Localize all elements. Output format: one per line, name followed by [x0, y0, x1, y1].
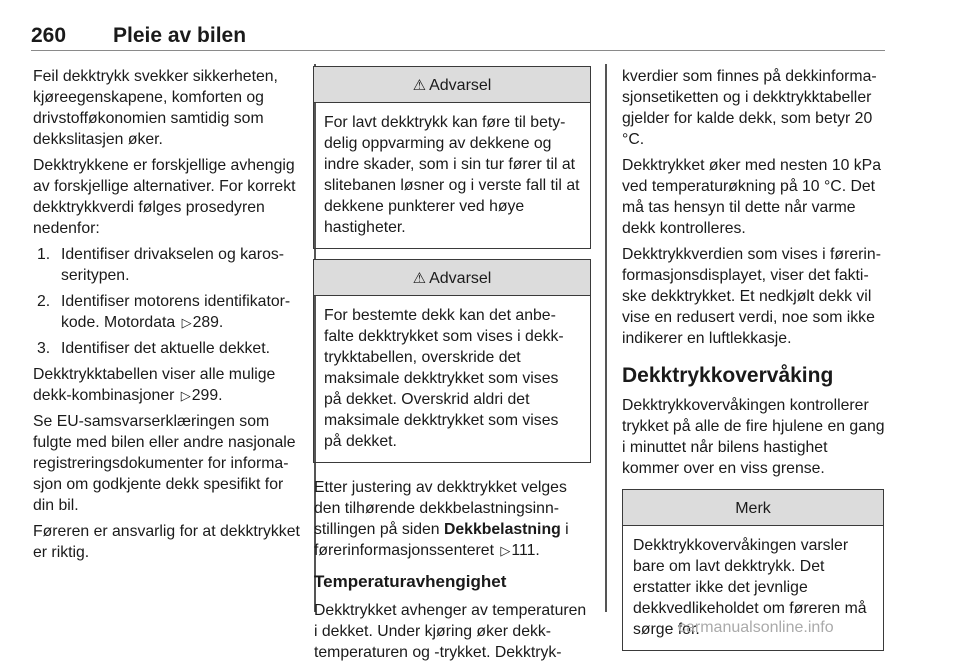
warning-body: For lavt dekktrykk kan føre til betydelig oppvarming av dekkene og indre skader, som i sin tur fører til at slitebanen løsner og i verste fall til at dekkene punkterer ved høye hastigheter. — [324, 114, 580, 236]
paragraph: Dekktrykkene er forskjellige avhengig av forskjellige alternativer. For korrekt dekktrykkverdi følges prosedyren nedenfor: — [33, 157, 296, 237]
column-divider — [605, 64, 607, 612]
paragraph: Føreren er ansvarlig for at dekktrykket er riktig. — [33, 523, 300, 561]
menu-name: Dekkbelastning — [443, 521, 561, 538]
page-title: Pleie av bilen — [113, 24, 247, 47]
page-ref[interactable]: 299. — [191, 387, 223, 404]
section-heading: Dekktrykkovervåking — [622, 364, 834, 387]
paragraph: kverdier som finnes på dekkinformasjonsetiketten og i dekktrykktabeller gjelder for kalde dekk, som betyr 20 °C. — [622, 68, 877, 148]
column-2 — [313, 66, 591, 668]
paragraph: Etter justering av dekktrykket velges den tilhørende dekkbelastningsinnstillingen på siden Dekkbelastning i førerinformasjonssenteret ▷111. — [314, 479, 569, 559]
page-ref-icon: ▷ — [500, 543, 511, 558]
note-header: Merk — [623, 490, 883, 526]
warning-header: ⚠ Advarsel — [314, 260, 590, 296]
paragraph: Dekktrykket avhenger av temperaturen i dekket. Under kjøring øker dekktemperaturen og -trykket. Dekktryk- — [314, 602, 587, 661]
paragraph: Dekktrykket øker med nesten 10 kPa ved temperaturøkning på 10 °C. Det må tas hensyn til dette når varme dekk kontrolleres. — [622, 157, 881, 237]
warning-box — [313, 66, 591, 249]
page-number: 260 — [31, 24, 67, 47]
column-1 — [33, 66, 301, 568]
watermark: carmanualsonline.info — [678, 619, 834, 636]
warning-body: For bestemte dekk kan det anbefalte dekktrykket som vises i dekktrykktabellen, overskride det maksimale dekktrykket som vises på dekket. Overskrid aldri det maksimale dekktrykket som vises på dekket. — [324, 307, 564, 450]
warning-header: ⚠ Advarsel — [314, 67, 590, 103]
step-list — [33, 244, 301, 359]
list-item: 3. Identifiser det aktuelle dekket. — [37, 340, 270, 357]
warning-triangle-icon: ⚠ — [412, 270, 427, 287]
page-ref-icon: ▷ — [180, 388, 191, 403]
page-ref[interactable]: 111. — [511, 542, 540, 559]
paragraph: Dekktrykkverdien som vises i førerinformasjonsdisplayet, viser det faktiske dekktrykket. Et nedkjølt dekk vil vise en redusert verdi, noe som ikke indikerer en luftlekkasje. — [622, 246, 881, 347]
paragraph: Se EU-samsvarserklæringen som fulgte med bilen eller andre nasjonale registreringsdokumenter for informasjon om godkjente dekk spesifikt for din bil. — [33, 413, 296, 514]
note-body: Dekktrykkovervåkingen varsler bare om lavt dekktrykk. Det erstatter ikke det jevnlige dekkvedlikeholdet om føreren må sørge for. — [633, 537, 867, 638]
page-ref-icon: ▷ — [181, 315, 192, 330]
list-item: 2. Identifiser motorens identifikatorkode. Motordata ▷289. — [37, 293, 291, 331]
list-item: 1. Identifiser drivakselen og karosseritypen. — [37, 246, 285, 284]
paragraph: Dekktrykktabellen viser alle mulige dekk-kombinasjoner ▷299. — [33, 366, 276, 404]
page-header — [31, 24, 885, 51]
page-ref[interactable]: 289. — [192, 314, 224, 331]
warning-box — [313, 259, 591, 463]
warning-triangle-icon: ⚠ — [412, 77, 427, 94]
paragraph: Dekktrykkovervåkingen kontrollerer trykket på alle de fire hjulene en gang i minuttet når bilens hastighet kommer over en viss grense. — [622, 397, 885, 477]
paragraph: Feil dekktrykk svekker sikkerheten, kjøreegenskapene, komforten og drivstofføkonomien samtidig som dekkslitasjen øker. — [33, 68, 278, 148]
section-heading: Temperaturavhengighet — [314, 572, 507, 591]
column-3 — [622, 66, 888, 651]
